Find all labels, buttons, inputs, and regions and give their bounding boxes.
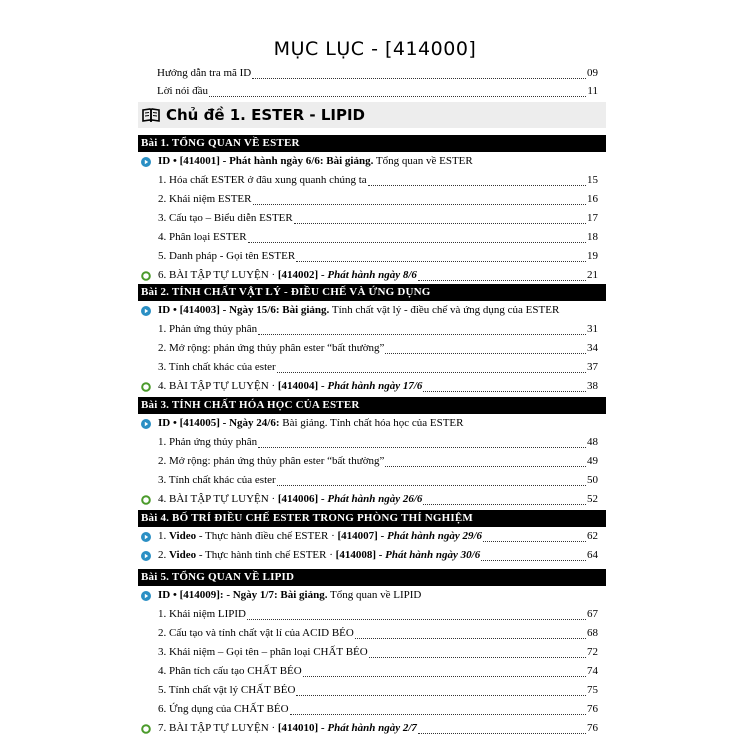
page-title: MỤC LỤC - [414000] bbox=[273, 38, 477, 60]
entry-label: ID • [414003] - Ngày 15/6: Bài giảng. Tính chất vật lý - điều chế và ứng dụng của ESTER bbox=[158, 304, 560, 316]
lesson-1 bbox=[138, 135, 606, 285]
intro-list bbox=[157, 64, 598, 100]
dot-leader bbox=[277, 360, 586, 373]
lesson-4 bbox=[138, 510, 606, 565]
topic-heading: Chủ đề 1. ESTER - LIPID bbox=[138, 102, 606, 128]
dot-leader bbox=[248, 230, 586, 243]
page-number: 18 bbox=[587, 231, 598, 243]
page-number: 75 bbox=[587, 684, 598, 696]
page-number: 17 bbox=[587, 212, 598, 224]
entry-label: ID • [414001] - Phát hành ngày 6/6: Bài giảng. Tổng quan về ESTER bbox=[158, 155, 473, 167]
play-icon bbox=[141, 157, 151, 167]
page-number: 72 bbox=[587, 646, 598, 658]
entry-label: 2. Mở rộng: phản ứng thủy phân ester “bất thường” bbox=[158, 342, 385, 354]
dot-leader bbox=[247, 607, 586, 620]
play-icon bbox=[141, 532, 151, 542]
dot-leader bbox=[423, 379, 586, 392]
video-entry[interactable] bbox=[138, 546, 606, 565]
toc-entry[interactable] bbox=[138, 228, 606, 247]
entry-label: 4. Phân tích cấu tạo CHẤT BÉO bbox=[158, 665, 302, 677]
lesson-header: Bài 4. BỐ TRÍ ĐIỀU CHẾ ESTER TRONG PHÒNG THÍ NGHIỆM bbox=[138, 510, 606, 527]
toc-entry[interactable] bbox=[138, 209, 606, 228]
toc-entry[interactable] bbox=[138, 171, 606, 190]
dot-leader bbox=[258, 435, 586, 448]
dot-leader bbox=[258, 322, 586, 335]
toc-entry[interactable] bbox=[138, 662, 606, 681]
page-number: 16 bbox=[587, 193, 598, 205]
dot-leader bbox=[277, 473, 586, 486]
entry-label: 3. Tính chất khác của ester bbox=[158, 474, 276, 486]
page-number: 64 bbox=[587, 549, 598, 561]
dot-leader bbox=[296, 683, 586, 696]
entry-label: Hướng dẫn tra mã ID bbox=[157, 67, 252, 79]
entry-label: 5. Tính chất vật lý CHẤT BÉO bbox=[158, 684, 296, 696]
circle-icon bbox=[141, 271, 151, 281]
page-number: 67 bbox=[587, 608, 598, 620]
page-number: 50 bbox=[587, 474, 598, 486]
page-number: 11 bbox=[587, 85, 598, 97]
entry-label: 2. Video - Thực hành tinh chế ESTER · [414008] - Phát hành ngày 30/6 bbox=[158, 549, 481, 561]
lecture-entry[interactable] bbox=[138, 301, 606, 320]
entry-label: Lời nói đầu bbox=[157, 85, 209, 97]
toc-entry[interactable] bbox=[157, 82, 598, 100]
dot-leader bbox=[483, 529, 586, 542]
page-number: 48 bbox=[587, 436, 598, 448]
entry-label: 1. Phản ứng thủy phân bbox=[158, 323, 258, 335]
play-icon bbox=[141, 551, 151, 561]
page-number: 49 bbox=[587, 455, 598, 467]
entry-label: 3. Cấu tạo – Biểu diễn ESTER bbox=[158, 212, 293, 224]
exercise-entry[interactable] bbox=[138, 377, 606, 396]
dot-leader bbox=[385, 454, 586, 467]
circle-icon bbox=[141, 495, 151, 505]
page-number: 31 bbox=[587, 323, 598, 335]
entry-label: 4. BÀI TẬP TỰ LUYỆN · [414006] - Phát hành ngày 26/6 bbox=[158, 493, 423, 505]
video-entry[interactable] bbox=[138, 527, 606, 546]
page-number: 74 bbox=[587, 665, 598, 677]
entry-label: 1. Video - Thực hành điều chế ESTER · [414007] - Phát hành ngày 29/6 bbox=[158, 530, 483, 542]
play-icon bbox=[141, 419, 151, 429]
entry-label: 7. BÀI TẬP TỰ LUYỆN · [414010] - Phát hành ngày 2/7 bbox=[158, 722, 417, 734]
lesson-header: Bài 2. TÍNH CHẤT VẬT LÝ - ĐIỀU CHẾ VÀ ỨNG DỤNG bbox=[138, 284, 606, 301]
entry-label: 6. Ứng dụng của CHẤT BÉO bbox=[158, 703, 289, 715]
page-number: 38 bbox=[587, 380, 598, 392]
page-number: 52 bbox=[587, 493, 598, 505]
play-icon bbox=[141, 306, 151, 316]
toc-entry[interactable] bbox=[138, 700, 606, 719]
book-icon bbox=[142, 108, 160, 122]
page-number: 21 bbox=[587, 269, 598, 281]
exercise-entry[interactable] bbox=[138, 266, 606, 285]
dot-leader bbox=[368, 173, 586, 186]
toc-entry[interactable] bbox=[157, 64, 598, 82]
page-number: 09 bbox=[587, 67, 598, 79]
lesson-5 bbox=[138, 569, 606, 738]
entry-label: 1. Hóa chất ESTER ở đâu xung quanh chúng ta bbox=[158, 174, 367, 186]
toc-entry[interactable] bbox=[138, 471, 606, 490]
toc-entry[interactable] bbox=[138, 320, 606, 339]
dot-leader bbox=[418, 721, 586, 734]
dot-leader bbox=[209, 84, 586, 97]
toc-entry[interactable] bbox=[138, 681, 606, 700]
entry-label: 1. Khái niệm LIPID bbox=[158, 608, 246, 620]
entry-label: 4. BÀI TẬP TỰ LUYỆN · [414004] - Phát hành ngày 17/6 bbox=[158, 380, 423, 392]
toc-entry[interactable] bbox=[138, 190, 606, 209]
dot-leader bbox=[423, 492, 586, 505]
entry-label: 6. BÀI TẬP TỰ LUYỆN · [414002] - Phát hành ngày 8/6 bbox=[158, 269, 417, 281]
toc-entry[interactable] bbox=[138, 247, 606, 266]
lecture-entry[interactable] bbox=[138, 586, 606, 605]
entry-label: ID • [414005] - Ngày 24/6: Bài giảng. Tính chất hóa học của ESTER bbox=[158, 417, 464, 429]
page-number: 15 bbox=[587, 174, 598, 186]
toc-entry[interactable] bbox=[138, 605, 606, 624]
entry-label: 1. Phản ứng thủy phân bbox=[158, 436, 258, 448]
toc-entry[interactable] bbox=[138, 624, 606, 643]
page-number: 76 bbox=[587, 703, 598, 715]
dot-leader bbox=[369, 645, 586, 658]
toc-entry[interactable] bbox=[138, 339, 606, 358]
entry-label: 4. Phân loại ESTER bbox=[158, 231, 247, 243]
dot-leader bbox=[355, 626, 586, 639]
toc-entry[interactable] bbox=[138, 643, 606, 662]
lecture-entry[interactable] bbox=[138, 414, 606, 433]
dot-leader bbox=[252, 66, 586, 79]
circle-icon bbox=[141, 382, 151, 392]
entry-label: 5. Danh pháp - Gọi tên ESTER bbox=[158, 250, 296, 262]
dot-leader bbox=[481, 548, 586, 561]
page-number: 19 bbox=[587, 250, 598, 262]
play-icon bbox=[141, 591, 151, 601]
exercise-entry[interactable] bbox=[138, 490, 606, 509]
entry-label: 2. Cấu tạo và tính chất vật lí của ACID BÉO bbox=[158, 627, 354, 639]
exercise-entry[interactable] bbox=[138, 719, 606, 738]
lecture-entry[interactable] bbox=[138, 152, 606, 171]
dot-leader bbox=[294, 211, 586, 224]
entry-label: ID • [414009]: - Ngày 1/7: Bài giảng. Tổng quan về LIPID bbox=[158, 589, 422, 601]
page-number: 76 bbox=[587, 722, 598, 734]
lesson-header: Bài 3. TÍNH CHẤT HÓA HỌC CỦA ESTER bbox=[138, 397, 606, 414]
lesson-2 bbox=[138, 284, 606, 396]
dot-leader bbox=[253, 192, 587, 205]
dot-leader bbox=[385, 341, 586, 354]
circle-icon bbox=[141, 724, 151, 734]
toc-entry[interactable] bbox=[138, 452, 606, 471]
lesson-3 bbox=[138, 397, 606, 509]
page-number: 68 bbox=[587, 627, 598, 639]
entry-label: 2. Khái niệm ESTER bbox=[158, 193, 252, 205]
entry-label: 2. Mở rộng: phản ứng thủy phân ester “bất thường” bbox=[158, 455, 385, 467]
dot-leader bbox=[290, 702, 586, 715]
page-number: 37 bbox=[587, 361, 598, 373]
toc-entry[interactable] bbox=[138, 358, 606, 377]
page-number: 62 bbox=[587, 530, 598, 542]
lesson-header: Bài 1. TỔNG QUAN VỀ ESTER bbox=[138, 135, 606, 152]
entry-label: 3. Khái niệm – Gọi tên – phân loại CHẤT BÉO bbox=[158, 646, 368, 658]
dot-leader bbox=[418, 268, 586, 281]
lesson-header: Bài 5. TỔNG QUAN VỀ LIPID bbox=[138, 569, 606, 586]
dot-leader bbox=[296, 249, 586, 262]
toc-entry[interactable] bbox=[138, 433, 606, 452]
dot-leader bbox=[303, 664, 586, 677]
page-number: 34 bbox=[587, 342, 598, 354]
entry-label: 3. Tính chất khác của ester bbox=[158, 361, 276, 373]
